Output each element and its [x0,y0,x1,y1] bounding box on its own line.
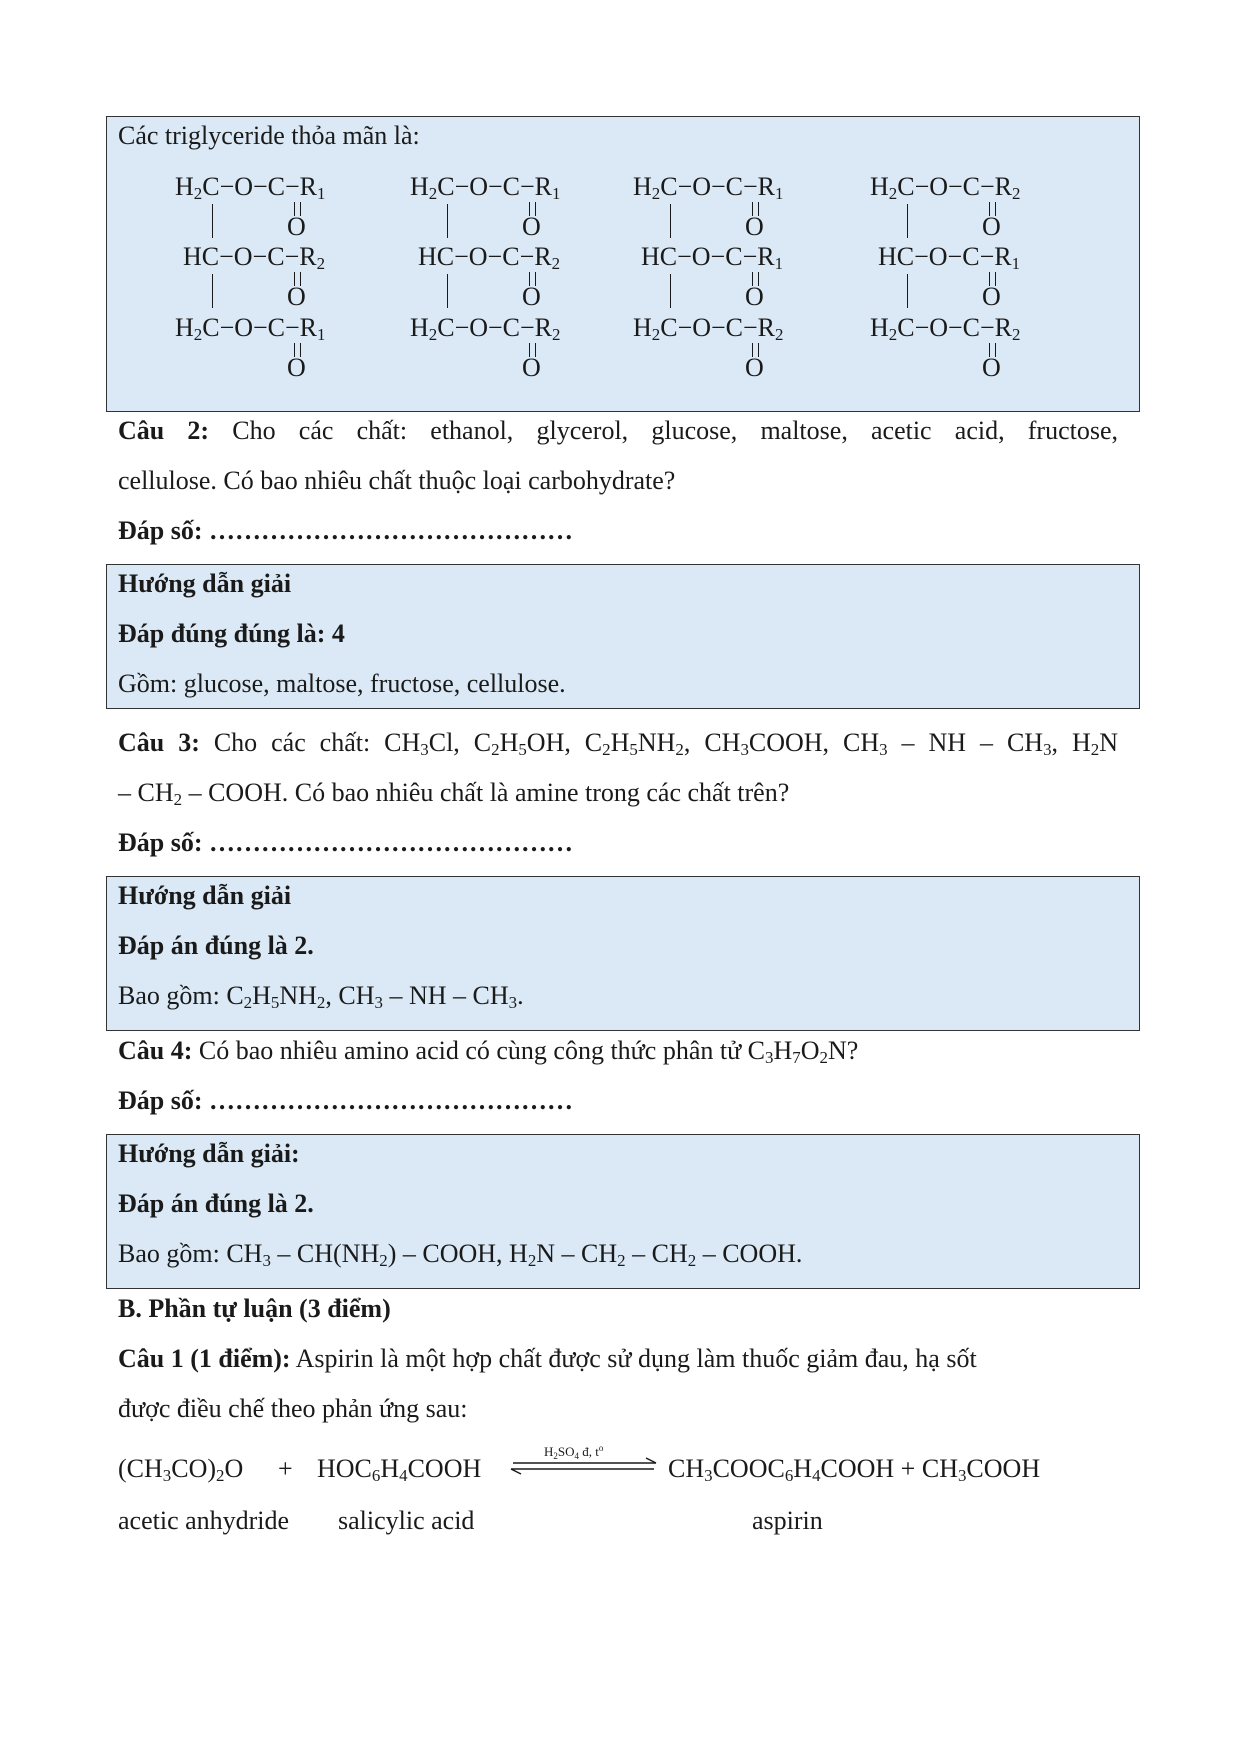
ester-row: $HC-O-C-R_2$ [183,242,326,274]
ester-row: $H_2C-O-C-R_2$ [633,313,784,345]
q2-answer: Đáp đúng đúng là: 4 [118,619,345,648]
ester-row: $H_2C-O-C-R_1$ [175,172,326,204]
question-4-label: Câu 4: [118,1036,193,1065]
carbonyl-oxygen: O [745,282,764,311]
question-4-line-1: Câu 4: Có bao nhiêu amino acid có cùng công thức phân tử $C_3H_7O_2N$? [118,1036,859,1068]
carbonyl-oxygen: O [287,212,306,241]
question-2-line-1 [118,416,1118,446]
q2-explanation: Gồm: glucose, maltose, fructose, cellulose. [118,669,566,698]
question-2-answer-field: Đáp số: …………………………………… [118,516,574,545]
ester-row: $H_2C-O-C-R_2$ [410,313,561,345]
q4-answer: Đáp án đúng là 2. [118,1189,314,1218]
carbonyl-oxygen: O [522,282,541,311]
q3-explanation: Bao gồm: $C_2H_5NH_2$, $CH_3$ – NH – $CH_3$. [118,981,524,1013]
question-2-text-1: Cho các chất: ethanol, glycerol, glucose, maltose, acetic acid, fructose, [232,416,1118,445]
q4-explanation: Bao gồm: $CH_3 - CH(NH_2)$ – COOH, $H_2N - CH_2 - CH_2$ – COOH. [118,1239,803,1271]
reactant-2-name: salicylic acid [338,1506,475,1535]
carbonyl-oxygen: O [982,353,1001,382]
question-3-label: Câu 3: [118,728,200,757]
backbone-bond [212,274,213,308]
question-2-label: Câu 2: [118,416,210,445]
backbone-bond [212,204,213,238]
product-name: aspirin [752,1506,823,1535]
carbonyl-oxygen: O [745,212,764,241]
q3-guide-title: Hướng dẫn giải [118,881,292,910]
carbonyl-oxygen: O [982,282,1001,311]
svg-text:H2SO4 đ, to: $H_2SO_4$ đ, $t^o$ [544,1444,604,1461]
ester-row: $H_2C-O-C-R_2$ [870,172,1021,204]
section-b-q1-label: Câu 1 (1 điểm): [118,1344,291,1373]
carbonyl-oxygen: O [982,212,1001,241]
equilibrium-arrow-icon [508,1444,658,1480]
question-3-answer-field: Đáp số: …………………………………… [118,828,574,857]
products: $CH_3COOC_6H_4COOH$ + $CH_3COOH$ [668,1454,1041,1486]
ester-row: $HC-O-C-R_1$ [641,242,784,274]
carbonyl-oxygen: O [522,353,541,382]
plus-sign: + [278,1454,293,1483]
backbone-bond [447,204,448,238]
ester-row: $HC-O-C-R_1$ [878,242,1021,274]
backbone-bond [670,274,671,308]
q3-answer: Đáp án đúng là 2. [118,931,314,960]
backbone-bond [907,274,908,308]
q4-guide-title: Hướng dẫn giải: [118,1139,300,1168]
question-2-text-2: cellulose. Có bao nhiêu chất thuộc loại carbohydrate? [118,466,676,495]
question-3-line-2: – $CH_2$ – COOH. Có bao nhiêu chất là amine trong các chất trên? [118,778,790,810]
carbonyl-oxygen: O [522,212,541,241]
ester-row: $H_2C-O-C-R_2$ [870,313,1021,345]
reactant-1-name: acetic anhydride [118,1506,290,1535]
q2-guide-title: Hướng dẫn giải [118,569,292,598]
ester-row: $H_2C-O-C-R_1$ [633,172,784,204]
ester-row: $H_2C-O-C-R_1$ [410,172,561,204]
section-b-q1-text-2: được điều chế theo phản ứng sau: [118,1394,468,1423]
question-4-answer-field: Đáp số: …………………………………… [118,1086,574,1115]
section-b-q1-text-1: Aspirin là một hợp chất được sử dụng làm thuốc giảm đau, hạ sốt [290,1344,977,1373]
backbone-bond [907,204,908,238]
carbonyl-oxygen: O [287,282,306,311]
reactant-1: $(CH_3CO)_2O$ [118,1454,244,1486]
question-3-line-1: Câu 3: Cho các chất: $CH_3Cl$, $C_2H_5OH$, $C_2H_5NH_2$, $CH_3COOH$, $CH_3$ – NH – $CH_3$, $H_2N$ [118,728,1118,760]
ester-row: $HC-O-C-R_2$ [418,242,561,274]
backbone-bond [670,204,671,238]
triglyceride-intro: Các triglyceride thỏa mãn là: [118,121,420,150]
backbone-bond [447,274,448,308]
reactant-2: $HOC_6H_4COOH$ [317,1454,482,1486]
section-b-q1-line-1 [118,1344,977,1374]
ester-row: $H_2C-O-C-R_1$ [175,313,326,345]
carbonyl-oxygen: O [745,353,764,382]
section-b-title: B. Phần tự luận (3 điểm) [118,1294,391,1323]
carbonyl-oxygen: O [287,353,306,382]
